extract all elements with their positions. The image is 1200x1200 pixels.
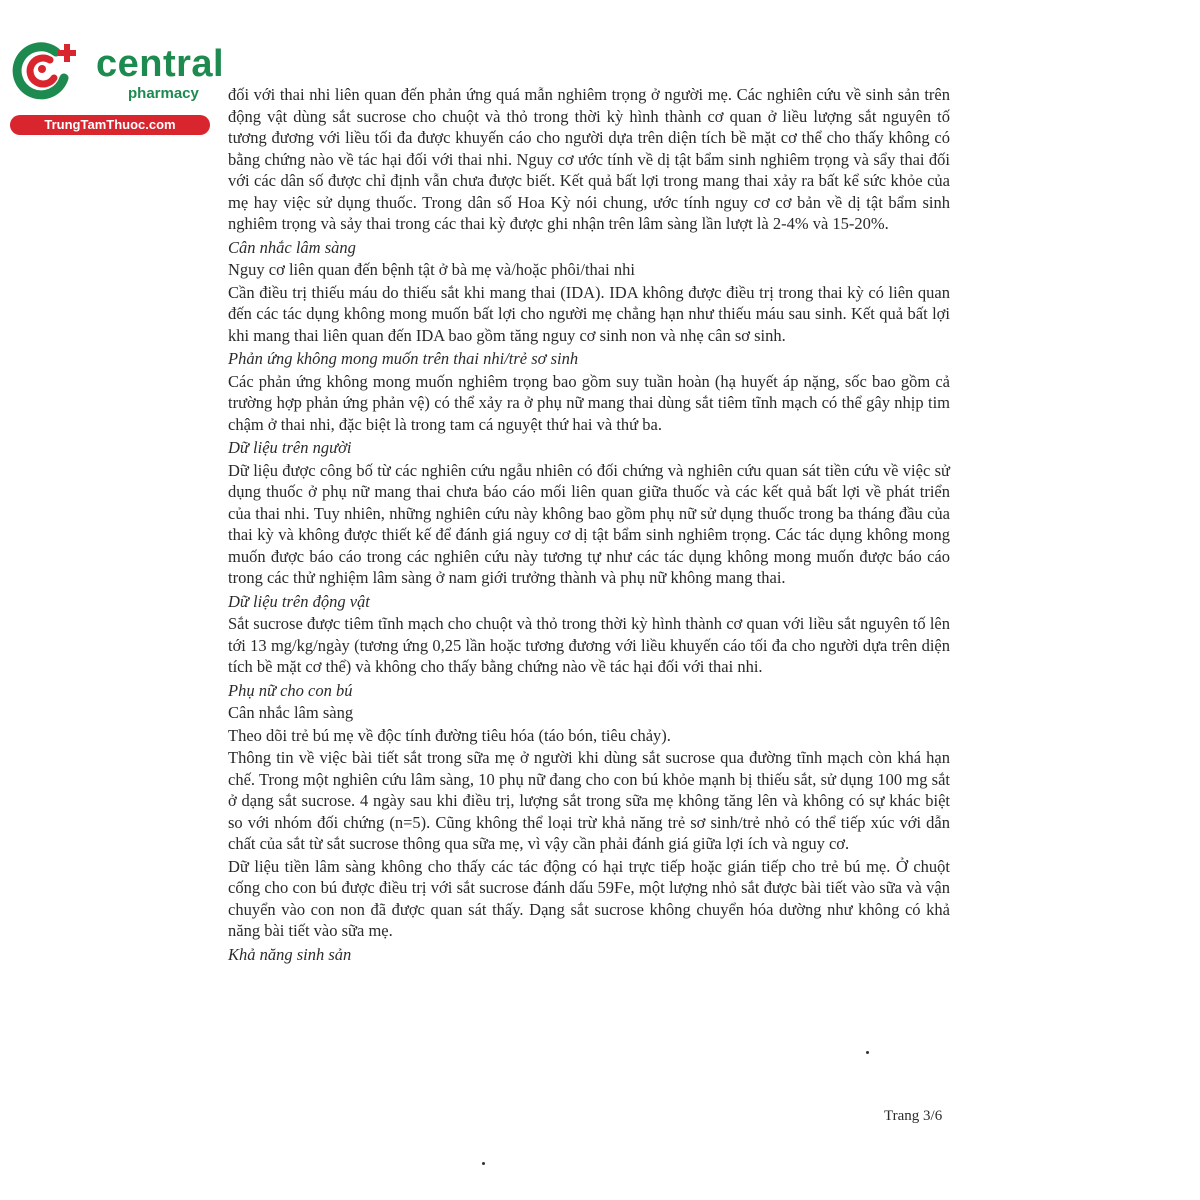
section-heading: Phụ nữ cho con bú [228, 680, 353, 700]
paragraph: Cân nhắc lâm sàng [228, 703, 354, 722]
scan-speck [482, 1162, 485, 1165]
brand-subtitle: pharmacy [128, 85, 199, 102]
paragraph: Dữ liệu được công bố từ các nghiên cứu ngẫu nhiên có đối chứng và nghiên cứu quan sát tiền cứu về việc sử dụng thuốc ở phụ nữ mang thai chưa báo cáo mối liên quan giữa thuốc và các kết quả bất lợi về phát triển của thai nhi. Tuy nhiên, những nghiên cứu này không bao gồm phụ nữ sử dụng thuốc trong ba tháng đầu của thai kỳ và không được thiết kế để đánh giá nguy cơ dị tật bẩm sinh nghiêm trọng. Các tác dụng không mong muốn được báo cáo trong các nghiên cứu này tương tự như các tác dụng không mong muốn được báo cáo trong các thử nghiệm lâm sàng ở nam giới trưởng thành và phụ nữ không mang thai. [228, 460, 950, 587]
section-heading: Phản ứng không mong muốn trên thai nhi/trẻ sơ sinh [228, 349, 579, 368]
paragraph: Nguy cơ liên quan đến bệnh tật ở bà mẹ và/hoặc phôi/thai nhi [228, 260, 635, 279]
paragraph: Các phản ứng không mong muốn nghiêm trọng bao gồm suy tuần hoàn (hạ huyết áp nặng, sốc bao gồm cả trường hợp phản ứng phản vệ) có thể xảy ra ở phụ nữ mang thai dùng sắt tiêm tĩnh mạch có thể gây nhịp tim chậm ở thai nhi, đặc biệt là trong tam cá nguyệt thứ hai và thứ ba. [228, 371, 950, 434]
paragraph: Sắt sucrose được tiêm tĩnh mạch cho chuột và thỏ trong thời kỳ hình thành cơ quan với liều sắt nguyên tố lên tới 13 mg/kg/ngày (tương ứng 0,25 lần hoặc tương đương với liều khuyến cáo tối đa cho người dựa trên diện tích bề mặt cơ thể) và không cho thấy bằng chứng nào về tác hại đối với thai nhi. [228, 614, 950, 676]
section-heading: Dữ liệu trên động vật [228, 591, 370, 611]
section-heading: Khả năng sinh sản [228, 944, 352, 964]
page-number: Trang 3/6 [884, 1108, 943, 1124]
pharmacy-cross-logo-icon [12, 38, 80, 100]
paragraph: đối với thai nhi liên quan đến phản ứng quá mẫn nghiêm trọng ở người mẹ. Các nghiên cứu về sinh sản trên động vật dùng sắt sucrose cho chuột và thỏ trong thời kỳ hình thành cơ quan ở liều lượng sắt nguyên tố tương đương với liều tối đa được khuyến cáo cho người dựa trên diện tích bề mặt cơ thể cho thấy không có bằng chứng nào về tác hại đối với thai nhi. Nguy cơ ước tính về dị tật bẩm sinh nghiêm trọng và sẩy thai đối với các dân số được chỉ định vẫn chưa được biết. Kết quả bất lợi trong mang thai xảy ra bất kể sức khỏe của mẹ hay việc sử dụng thuốc. Trong dân số Hoa Kỳ nói chung, ước tính nguy cơ cơ bản về dị tật bẩm sinh nghiêm trọng và sảy thai trong các thai kỳ được ghi nhận trên lâm sàng lần lượt là 2-4% và 15-20%. [228, 85, 950, 233]
section-heading: Cân nhắc lâm sàng [228, 237, 356, 257]
paragraph: Thông tin về việc bài tiết sắt trong sữa mẹ ở người khi dùng sắt sucrose qua đường tĩnh mạch còn khá hạn chế. Trong một nghiên cứu lâm sàng, 10 phụ nữ đang cho con bú khỏe mạnh bị thiếu sắt, sử dụng 100 mg sắt ở dạng sắt sucrose. 4 ngày sau khi điều trị, lượng sắt trong sữa mẹ không tăng lên và không có sự khác biệt so với nhóm đối chứng (n=5). Cũng không thể loại trừ khả năng trẻ sơ sinh/trẻ nhỏ có thể tiếp xúc với dẫn chất của sắt từ sắt sucrose thông qua sữa mẹ, vì vậy cần phải đánh giá giữa lợi ích và nguy cơ. [228, 748, 950, 853]
central-pharmacy-logo[interactable] [10, 38, 225, 138]
document-body [228, 84, 950, 966]
section-heading: Dữ liệu trên người [228, 438, 352, 457]
paragraph: Dữ liệu tiền lâm sàng không cho thấy các tác động có hại trực tiếp hoặc gián tiếp cho trẻ bú mẹ. Ở chuột cống cho con bú được điều trị với sắt sucrose đánh dấu 59Fe, một lượng nhỏ sắt được bài tiết vào sữa và vận chuyển vào con non đã được quan sát thấy. Dạng sắt sucrose không chuyển hóa dường như không có khả năng bài tiết vào sữa mẹ. [228, 856, 950, 940]
brand-website: TrungTamThuoc.com [10, 115, 210, 135]
brand-name: central [96, 43, 225, 85]
paragraph: Theo dõi trẻ bú mẹ về độc tính đường tiêu hóa (táo bón, tiêu chảy). [228, 725, 671, 745]
paragraph: Cần điều trị thiếu máu do thiếu sắt khi mang thai (IDA). IDA không được điều trị trong thai kỳ có liên quan đến các tác dụng không mong muốn bất lợi cho người mẹ chẳng hạn như thiếu máu sau sinh. Kết quả bất lợi khi mang thai liên quan đến IDA bao gồm tăng nguy cơ sinh non và nhẹ cân sơ sinh. [228, 282, 950, 345]
scan-speck [866, 1051, 869, 1054]
